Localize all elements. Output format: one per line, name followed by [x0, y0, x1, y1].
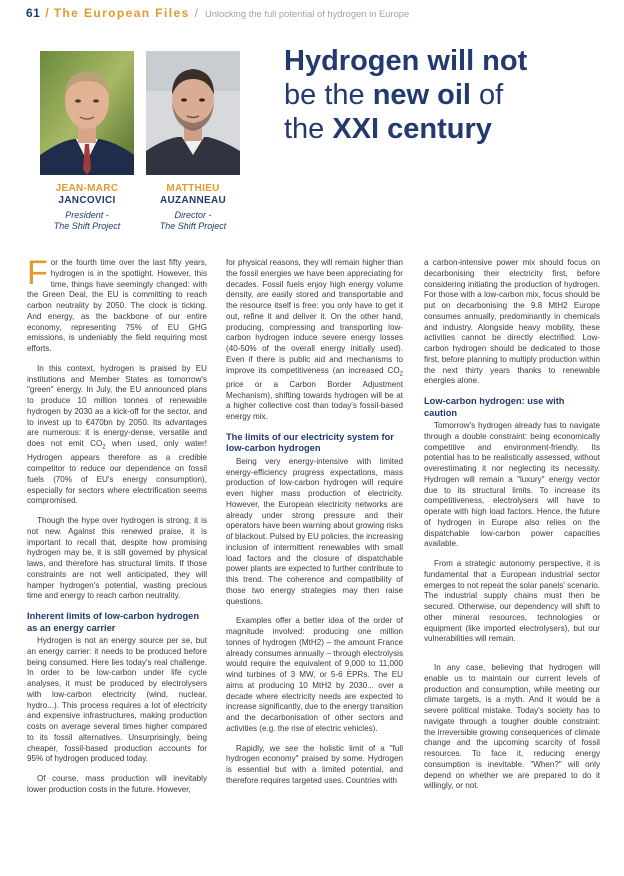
column-2 [226, 258, 403, 796]
paragraph [27, 364, 207, 507]
author-2-first-name: MATTHIEU [166, 183, 220, 194]
title-line-2-part-b: new oil [372, 79, 471, 111]
article-title [284, 44, 614, 146]
author-2-last-name: AUZANNEAU [159, 195, 227, 206]
title-line-2 [284, 78, 614, 112]
paragraph: Rapidly, we see the holistic limit of a "full hydrogen economy" praised by some. Hydrogen is essential but with a limited potential, and therefore requires targeted uses. Countries with [226, 743, 403, 785]
section-heading: Inherent limits of low-carbon hydrogen as an energy carrier [27, 611, 200, 633]
author-2-credit [133, 183, 253, 232]
author-2-role: Director - [174, 210, 212, 220]
page-header [0, 0, 624, 26]
publication-name: The European Files [53, 6, 190, 20]
paragraph-text: In this context, hydrogen is praised by EU institutions and Member States as tomorrow's "green" energy. In July, the EU announced plans to produce 10 million tonnes of renewable hydrogen by 2030 as a kick-off for the sector, and to invest up to €470bn by 2050. Its advantages are numerous: it is energy-dense, versatile and does not emit CO [27, 363, 207, 448]
title-line-3-part-a: the [284, 113, 333, 145]
paragraph: a carbon-intensive power mix should focus on decarbonising their electricity first, before considering initiating the production of hydrogen. For those with a low-carbon mix, focus should be put on decarbonising the 9.8 MtH2 Europe consumes annually, predominantly in chemicals and industry. Alongside heavy mobility, these activities cannot be directly electrified. Low-carbon hydrogen should be dedicated to those first, before planning to multiply production within the next thirty years thanks to renewable energies alone. [424, 258, 600, 386]
subscript: 2 [399, 371, 403, 378]
paragraph: Examples offer a better idea of the order of magnitude involved: producing one million tonnes of hydrogen (MtH2) – the amount France already consumes annually – through electrolysis would require the equivalent of 9,000 to 11,000 wind turbines of 3 MW, or 5-6 EPRs. The EU aims at producing 10 MtH2 by 2030... over a decade where electricity needs are expected to increase significantly, due to the energy transition and the decarbonisation of other sectors and activities (e.g. the rise of electric vehicles). [226, 616, 403, 733]
paragraph: Being very energy-intensive with limited energy-efficiency progress expectations, mass production of low-carbon hydrogen will require even higher mass production of electricity. However, the European electricity networks are already under strong pressure and their operators have been warning about growing risks of blackout. Pulsed by EU policies, the increasing inclusion of intermittent renewables with small load factors and the closure of dispatchable power plants are expected to further contribute to this trend. The coherence and compatibility of those two energy strategies may then raise questions. [226, 456, 403, 606]
title-line-1: Hydrogen will not [284, 45, 528, 77]
paragraph-text: when used, only water! Hydrogen appears therefore as a credible competitor to reduce our dependence on fossil fuels (70% of EU's energy consumption), especially for sectors where electrification seems compromised. [27, 439, 207, 506]
author-1-role: President - [65, 210, 109, 220]
header-separator: / [194, 6, 198, 20]
author-1-first-name: JEAN-MARC [55, 183, 119, 194]
subscript: 2 [102, 444, 106, 451]
paragraph-text: for physical reasons, they will remain higher than the fossil energies we have been appreciating for decades. Fossil fuels enjoy high energy volume density, are easily stored and transportable and the resource itself is free: you only have to get it out, refine it and deliver it. On the other hand, producing, compressing and transporting low-carbon hydrogen induce severe energy losses (40-50% of the overall energy initially used). Even if there is public aid and mechanisms to improve its competitiveness (an increased CO [226, 258, 403, 375]
paragraph [226, 258, 403, 423]
page-number: 61 [26, 6, 41, 20]
paragraph: Though the hype over hydrogen is strong, it is not new. Against this renewed praise, it is important to recall that, despite how promising hydrogen may be, it is still governed by physical laws, and therefore has structural limits. If those constraints are not well anticipated, they will hamper hydrogen's potential, wasting precious time and energy to reach carbon neutrality. [27, 516, 207, 601]
paragraph: Tomorrow's hydrogen already has to navigate through a double constraint: being economically competitive and environment-friendly. Its potential has to be realistically assessed, without overestimating it nor neglecting its necessity. Hydrogen will remain a "luxury" energy vector due to its structural limits. To increase its competitiveness, electrolysers will have to operate with high load factors. Hence, the future of hydrogen in Europe also relies on the dispatchable low-carbon power capacities available. [424, 421, 600, 549]
column-3 [424, 258, 600, 801]
paragraph: In any case, believing that hydrogen will enable us to maintain our current levels of production and consumption, while meeting our climate targets, is a myth. And it would be a severe political mistake. Today's society has to navigate through a tougher double constraint: the irreversible growing consequences of climate change and the upcoming scarcity of fossil resources. To face it, reducing energy consumption is inevitable. "When?" will only depend on whether we are prepared to do it willingly, or not. [424, 663, 600, 791]
title-line-2-part-a: be the [284, 79, 373, 111]
paragraph: Of course, mass production will inevitably lower production costs in the future. However, [27, 774, 207, 794]
title-line-2-part-c: of [470, 79, 504, 111]
paragraph-text: or the fourth time over the last fifty years, hydrogen is in the spotlight. However, this time, things have seemingly changed: with the Green Deal, the EU is committing to reach carbon neutrality by 2050. The clock is ticking. And energy, as the backbone of our entire economy, representing 75% of EU GHG emissions, is undeniably the field requiring most efforts. [27, 258, 207, 353]
column-1 [27, 254, 207, 805]
author-2-organisation: The Shift Project [159, 221, 227, 231]
author-photo-auzanneau [146, 51, 240, 175]
title-line-3 [284, 112, 614, 146]
author-1-organisation: The Shift Project [53, 221, 121, 231]
author-1-credit [27, 183, 147, 232]
header-separator: / [45, 6, 49, 20]
section-heading: Low-carbon hydrogen: use with caution [424, 396, 565, 418]
author-photo-jancovici [40, 51, 134, 175]
publication-subtitle: Unlocking the full potential of hydrogen in Europe [204, 7, 410, 19]
author-1-last-name: JANCOVICI [58, 195, 116, 206]
section-heading: The limits of our electricity system for low-carbon hydrogen [226, 431, 394, 454]
paragraph: From a strategic autonomy perspective, it is fundamental that a European industrial sector emerges to not repeat the solar panels' scenario. The industrial supply chains must then be secured. Otherwise, our dependency will shift to other mineral resources, technologies or equipment (like imported electrolysers), but our vulnerabilities will remain. [424, 559, 600, 644]
title-line-3-part-b: XXI century [332, 113, 492, 145]
paragraph: Hydrogen is not an energy source per se, but an energy carrier: it needs to be produced before being consumed. Here lies today's real challenge. In order to be low-carbon under life cycle analyses, it must be produced by electrolysers with low-carbon electricity (wind, nuclear, hydro...). This process requires a lot of electricity and expensive infrastructures, making production costs on average several times higher compared to its fossil alternatives. Unsurprisingly, being cheaper, fossil-based production accounts for 95% of hydrogen produced today. [27, 636, 207, 764]
paragraph [27, 254, 207, 355]
drop-cap: F [27, 254, 48, 292]
paragraph-text: price or a Carbon Border Adjustment Mechanism), shifting towards hydrogen will be at a higher collective cost than today's fossil-based energy mix. [226, 379, 403, 422]
